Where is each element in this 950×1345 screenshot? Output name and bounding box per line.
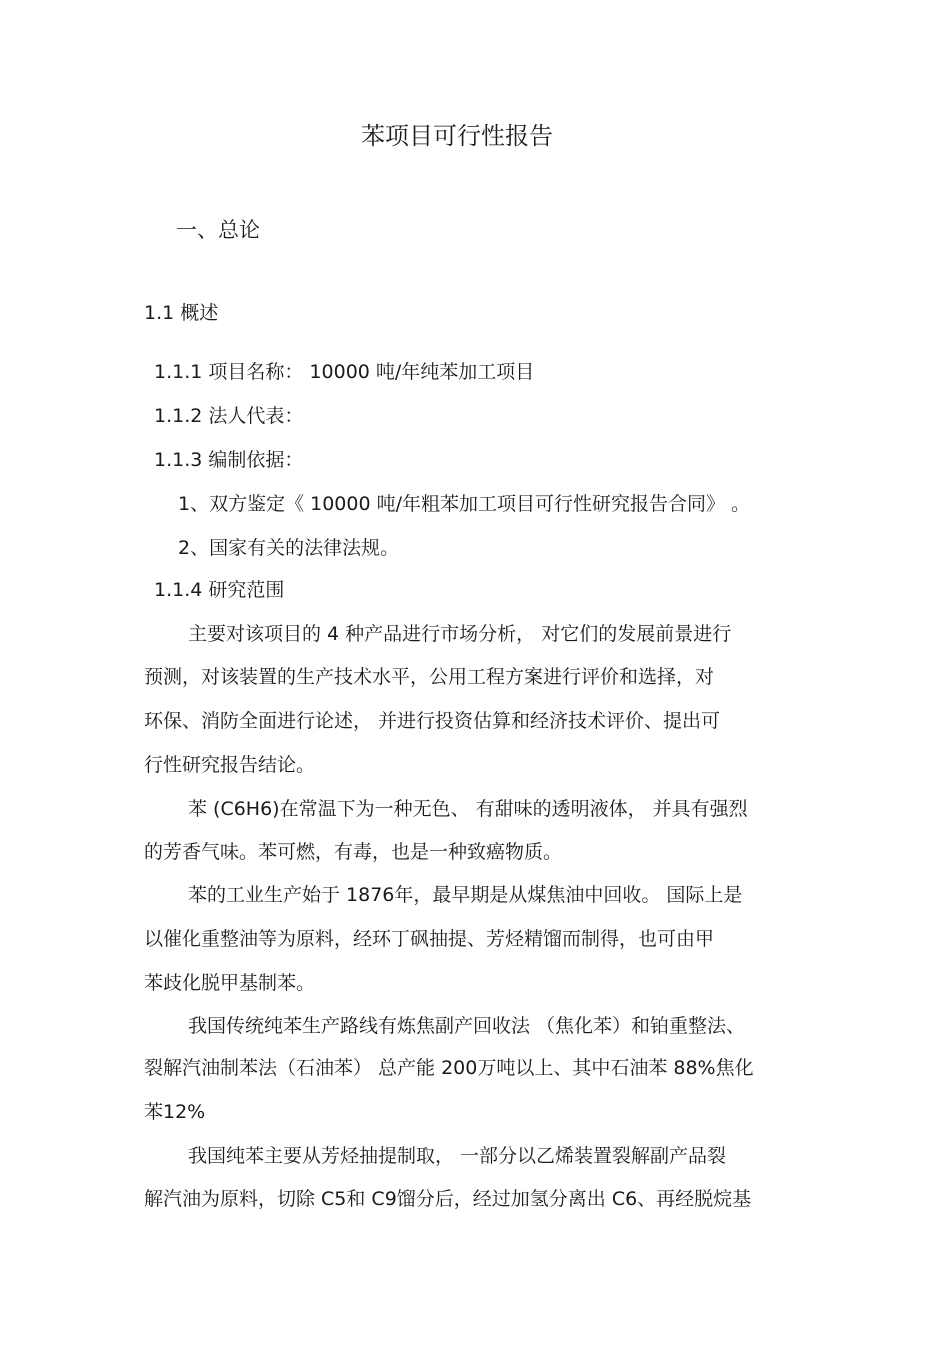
paragraph-line: 解汽油为原料，切除 C5和 C9馏分后，经过加氢分离出 C6、再经脱烷基 [144, 1188, 752, 1210]
paragraph-line: 苯12% [144, 1101, 206, 1123]
item-legal-rep: 1.1.2 法人代表： [154, 405, 304, 427]
paragraph-line: 行性研究报告结论。 [144, 754, 316, 776]
paragraph-line: 预测，对该装置的生产技术水平，公用工程方案进行评价和选择，对 [144, 666, 715, 688]
paragraph-line: 主要对该项目的 4 种产品进行市场分析， 对它们的发展前景进行 [188, 623, 732, 645]
item-project-name: 1.1.1 项目名称： 10000 吨/年纯苯加工项目 [154, 361, 535, 383]
basis-item-1: 1、双方鉴定《 10000 吨/年粗苯加工项目可行性研究报告合同》 。 [178, 493, 751, 515]
paragraph-line: 的芳香气味。苯可燃，有毒，也是一种致癌物质。 [144, 841, 563, 863]
document-title: 苯项目可行性报告 [361, 122, 553, 150]
paragraph-line: 苯的工业生产始于 1876年，最早期是从煤焦油中回收。 国际上是 [188, 884, 743, 906]
subsection-heading: 1.1 概述 [144, 302, 219, 324]
basis-item-2: 2、国家有关的法律法规。 [178, 537, 400, 559]
paragraph-line: 环保、消防全面进行论述， 并进行投资估算和经济技术评价、提出可 [144, 710, 721, 732]
section-heading: 一、总论 [176, 218, 260, 242]
paragraph-line: 苯 (C6H6)在常温下为一种无色、 有甜味的透明液体， 并具有强烈 [188, 798, 748, 820]
paragraph-line: 以催化重整油等为原料，经环丁砜抽提、芳烃精馏而制得，也可由甲 [144, 928, 715, 950]
paragraph-line: 苯歧化脱甲基制苯。 [144, 972, 316, 994]
item-basis: 1.1.3 编制依据： [154, 449, 304, 471]
paragraph-line: 裂解汽油制苯法（石油苯） 总产能 200万吨以上、其中石油苯 88%焦化 [144, 1057, 754, 1079]
paragraph-line: 我国传统纯苯生产路线有炼焦副产回收法 （焦化苯）和铂重整法、 [188, 1015, 746, 1037]
paragraph-line: 我国纯苯主要从芳烃抽提制取， 一部分以乙烯装置裂解副产品裂 [188, 1145, 727, 1167]
item-scope: 1.1.4 研究范围 [154, 579, 285, 601]
